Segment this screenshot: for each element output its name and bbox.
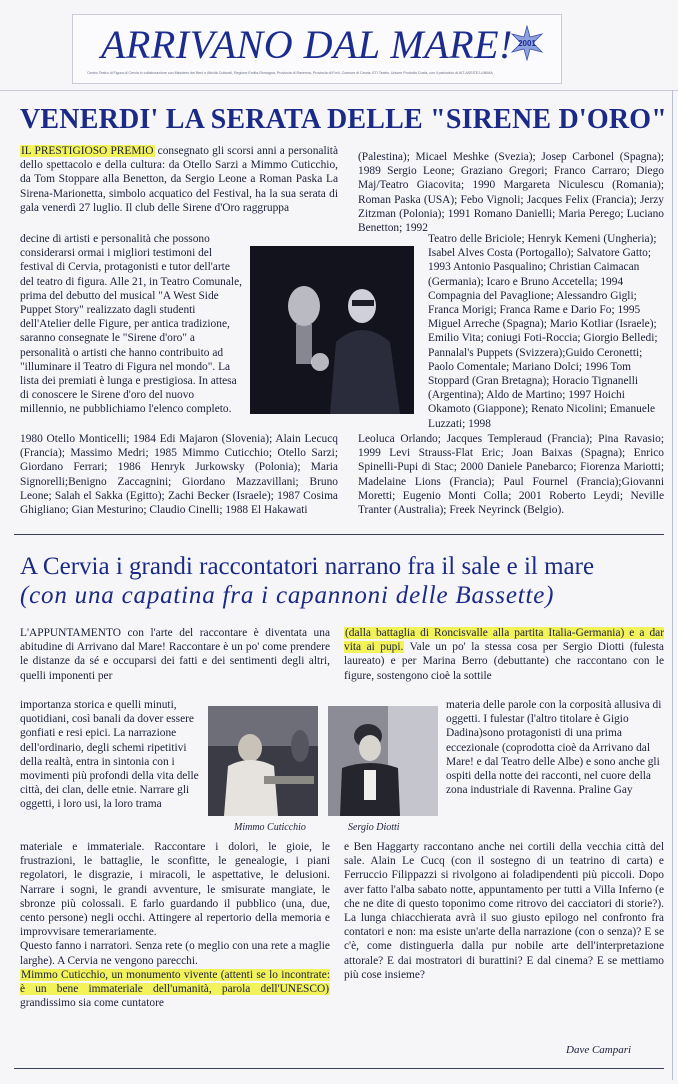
signature: Dave Campari <box>566 1044 632 1056</box>
article2-col1-highlight: Mimmo Cuticchio, un monumento vivente (attenti se lo incontrate: è un bene immateriale dell'umanità, parola dell'UNESCO) <box>20 968 330 996</box>
article1-lead-highlight: IL PRESTIGIOSO PREMIO <box>21 145 154 157</box>
article2-col1-para1: materiale e immateriale. Raccontare i dolori, le gioie, le frustrazioni, le battaglie, le sconfitte, le genealogie, i piani regolatori, le disgrazie, i miracoli, le aspettative, le delusioni. Narrare i sogni, le grandi avventure, le smisurate mangiate, le sbronze più colossali. E farlo guardando il pubblico (una, due, cento persone) negli occhi. Attingere al repertorio della memoria e improvvisare temerariamente. <box>20 841 330 939</box>
article2-col2-highlight: (dalla battaglia di Roncisvalle alla partita Italia-Germania) e a dar vita ai pupi. <box>344 627 664 654</box>
article2-col1-end: grandissimo sia come cuntatore <box>20 997 164 1010</box>
star-badge-icon <box>509 25 545 61</box>
article2-col2-side: materia delle parole con la corposità allusiva di oggetti. I fulestar (l'altro titolare è Gigio Dadina)sono protagonisti di una prima eccezionale (coprodotta cioè da Arrivano dal Mare! e dal Teatro delle Albe) e sono anche gli ospiti della notte dei racconti, nel cuore della zona industriale di Ravenna. Praline Gay <box>446 699 662 797</box>
article1-col1-top-text: consegnato gli scorsi anni a personalità dello spettacolo e della cultura: da Otello Sarzi a Mimmo Cuticchio, da Tom Stoppare alla Benetton, da Sergio Leone a Roman Paska La Sirena-Marionetta, simbolo acquatico del Festival, ha la sua serata di gala venerdì 27 luglio. Il club delle Sirene d'Oro raggruppa <box>20 145 338 214</box>
masthead-badge: 2001 <box>518 39 536 48</box>
article1-headline: VENERDI' LA SERATA DELLE "SIRENE D'ORO" <box>20 104 668 135</box>
article2-subheadline: (con una capatina fra i capannoni delle Bassette) <box>20 582 555 609</box>
masthead-title: ARRIVANO DAL MARE! <box>101 22 513 67</box>
divider <box>0 90 678 91</box>
article1-col1-side: decine di artisti e personalità che possono considerarsi ormai i migliori testimoni del festival di Cervia, protagonisti e tutor dell'arte del teatro di figura. Alle 21, in Teatro Comunale, prima del debutto del musical "A West Side Puppet Story" realizzato dagli studenti dell'Atelier delle Figure, per antica tradizione, saranno consegnate le "Sirene d'oro" a personalità o artisti che hanno contribuito ad "illuminare il Teatro di Figura nel mondo". La lista dei premiati è lunga e prestigiosa. In attesa di conoscere le Sirene d'oro del nuovo millennio, ne pubblichiamo l'elenco completo. <box>20 233 242 416</box>
masthead-subtitle: Centro Teatro di Figura di Cervia in collaborazione con Ministero dei Beni e Attività Culturali, Regione Emilia-Romagna, Provincia di Ravenna, Provincia di Forlì, Comune di Cervia, ETI Teatro, Unione Prodotto Costa, con il patrocinio di AIT-ASSITEJ-UNIMA <box>87 71 493 75</box>
article2-col1-bottom <box>20 840 330 1010</box>
article1-col2-bottom: Leoluca Orlando; Jacques Templeraud (Francia); Pina Ravasio; 1999 Levi Strauss-Flat Eric; Joan Baixas (Spagna); Enrico Spinelli-Pupi di Stac; 2000 Daniele Panebarco; Fiorenza Mariotti; Madelaine Lions (Francia); Paul Fournel (Francia);Giovanni Moretti; Eugenio Monti Colla; 2001 Roberto Leydi; Neville Tranter (Australia); Freek Neyrinck (Belgio). <box>358 433 664 517</box>
section-divider <box>14 534 664 535</box>
article1-col2-side: Teatro delle Briciole; Henryk Kemeni (Ungheria); Isabel Alves Costa (Portogallo); Salvatore Gatto; 1993 Antonio Pasqualino; Christian Caimacan (Germania); Icaro e Bruno Accetella; 1994 Compagnia del Pavaglione; Alessandro Gigli; Franca Morigi; Franca Rame e Dario Fo; 1995 Miguel Arreche (Spagna); Mario Kotliar (Israele); Emilio Vita; coniugi Foti-Roccia; Giorgio Belledi; Pannalal's Puppets (Svizzera);Guido Ceronetti; Paolo Comentale; Mariano Dolci; 1996 Tom Stoppard (Gran Bretagna); Horacio Tignanelli (Argentina); Aldo de Martino; 1997 Hoichi Okamoto (Giappone); Renato Nicolini; Emanuele Luzzati; 1998 <box>428 233 658 430</box>
bottom-divider <box>14 1068 664 1069</box>
article1-col1-bottom: 1980 Otello Monticelli; 1984 Edi Majaron (Slovenia); Alain Lecucq (Francia); Massimo Medri; 1985 Mimmo Cuticchio; Otello Sarzi; Giordano Ferrari; 1986 Henryk Jurkowsky (Polonia); Maria Signorelli;Benigno Zaccagnini; Giordano Mazzavillani; Bruno Leone; Salah el Sakka (Egitto); Zachi Becker (Israele); 1987 Cosima Ghigliano; Gian Mesturino; Claudio Cinelli; 1988 El Hakawati <box>20 433 338 517</box>
caption-sergio: Sergio Diotti <box>348 822 400 833</box>
article2-col1-para2: Questo fanno i narratori. Senza rete (o meglio con una rete a maglie larghe). A Cervia ne vengono parecchi. <box>20 940 330 967</box>
article2-col1-top: L'APPUNTAMENTO con l'arte del raccontare è diventata una abitudine di Arrivano dal Mare! Raccontare è un po' come prendere le distanze da sé e occuparsi dei fatti e dei sentimenti degli altri, quelli imponenti per <box>20 627 330 682</box>
article2-col2-top <box>344 626 664 683</box>
article2-col2-bottom: e Ben Haggarty raccontano anche nei cortili della vecchia città del sale. Alain Le Cucq (con il sostegno di un teatrino di carta) e Ferruccio Filippazzi si rivolgono ai foladipendenti più piccoli. Dopo aver fatto l'alba sabato notte, appuntamento per tutti a Villa Inferno (e che ne dite di questo toponimo come ritrovo dei cacciatori di storie?). La lunga chiacchierata avrà il suo giusto epilogo nel confronto fra contatori e non: ma esiste un'arte della narrazione (con o senza)? E se c'è, come distinguerla dalla pur nobile arte dell'interpretazione attorale? E dai mostratori di burattini? E dal cinema? E se mettiamo più cose insieme? <box>344 841 664 981</box>
article1-col2-top: (Palestina); Micael Meshke (Svezia); Josep Carbonel (Spagna); 1989 Sergio Leone; Graziano Gregori; Franco Carraro; Diego Maj/Teatro Giacovita; 1990 Margareta Niculescu (Romania); Roman Paska (USA); Febo Vignoli; Jacques Felix (Francia); Jerzy Zitzman (Polonia); 1991 Romano Danielli; Maria Perego; Luciano Benetton; 1992 <box>358 151 664 235</box>
article2-col1-side: importanza storica e quelli minuti, quotidiani, così banali da dover essere gonfiati e resi epici. La narrazione dell'ordinario, degli schemi ripetitivi della realtà, entra in sintonia con i movimenti più profondi della vita delle città, dei clan, delle etnie. Narrare gli oggetti, i loro usi, la loro trama <box>20 699 199 811</box>
masthead <box>72 14 562 84</box>
photo-sergio-diotti <box>328 706 438 816</box>
article2-col2-top-text: Vale un po' la stessa cosa per Sergio Diotti (fulesta laureato) e per Marina Berro (debuttante) che raccontano con le figure, sostengono cioè la sottile <box>344 641 664 682</box>
column-rule <box>672 90 673 1080</box>
article1-col1-top <box>20 144 338 215</box>
photo-mimmo-cuticchio <box>208 706 318 816</box>
photo-awards <box>250 246 414 414</box>
caption-mimmo: Mimmo Cuticchio <box>234 822 306 833</box>
article2-headline: A Cervia i grandi raccontatori narrano fra il sale e il mare <box>20 553 595 580</box>
